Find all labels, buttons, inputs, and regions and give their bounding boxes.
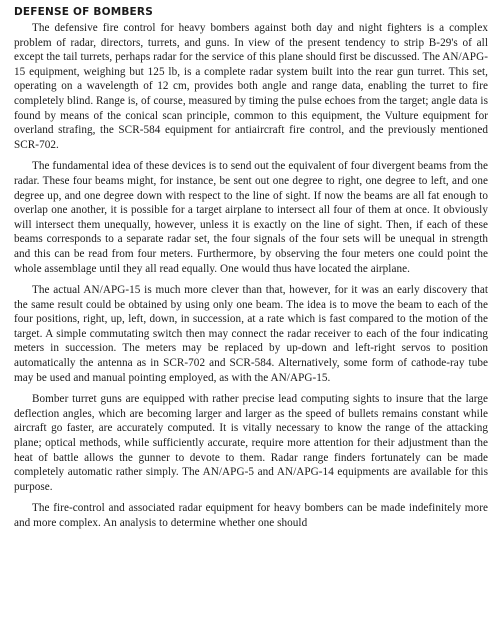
paragraph-5: The fire-control and associated radar equipment for heavy bombers can be made indefinitely more and more complex. An analysis to determine whether one should [14, 502, 488, 529]
paragraph-3: The actual AN/APG-15 is much more clever than that, however, for it was an early discovery that the same result could be obtained by using only one beam. The idea is to move the beam to each of the four positions, right, up, left, down, in succession, at a rate which is fast compared to the motion of the target. A simple commutating switch then may connect the radar receiver to each of the four indicating meters in succession. The meters may be replaced by up-down and left-right servos to position automatically the antenna as in SCR-702 and SCR-584. Alternatively, some form of cathode-ray tube may be used and manual pointing employed, as with the AN/APG-15. [14, 284, 488, 384]
paragraph-2: The fundamental idea of these devices is to send out the equivalent of four divergent beams from the radar. These four beams might, for instance, be sent out one degree to right, one degree to left, and one degree up, and one degree down with respect to the line of sight. If now the beams are all fat enough to overlap one another, it is possible for a target airplane to intersect all four of them at once. It obviously will intersect them unequally, however, unless it is exactly on the line of sight. Then, if each of these beams corresponds to a separate radar set, the four signals of the four sets will be unequal in strength and this can be read from four meters. Furthermore, by observing the four meters one could point the whole assemblage until they all read equally. One would thus have located the airplane. [14, 160, 488, 275]
paragraph-1: The defensive fire control for heavy bombers against both day and night fighters is a complex problem of radar, directors, turrets, and guns. In view of the present tendency to strip B-29's of all except the tail turrets, perhaps radar for the service of this plane should first be discussed. The AN/APG-15 equipment, weighing but 125 lb, is a complete radar system built into the rear gun turret. This set, operating on a wavelength of 12 cm, provides both angle and range data, enabling the turret to fire completely blind. Range is, of course, measured by timing the pulse echoes from the target; angle data is found by means of the conical scan principle, common to this equipment, the Vulture equipment for overland strafing, the SCR-584 equipment for antiaircraft fire control, and the previously mentioned SCR-702. [14, 22, 488, 151]
paragraph-4: Bomber turret guns are equipped with rather precise lead computing sights to insure that the large deflection angles, which are becoming larger and larger as the speed of bullets remains constant while aircraft go faster, are accurately computed. It is vitally necessary to know the range of the attacking plane; optical methods, while sufficiently accurate, require more attention for their adjustment than the heat of battle allows the gunner to devote to them. Radar range finders fortunately can be made completely automatic rather simply. The AN/APG-5 and AN/APG-14 equipments are available for this purpose. [14, 393, 488, 493]
section-heading: DEFENSE OF BOMBERS [14, 6, 153, 18]
